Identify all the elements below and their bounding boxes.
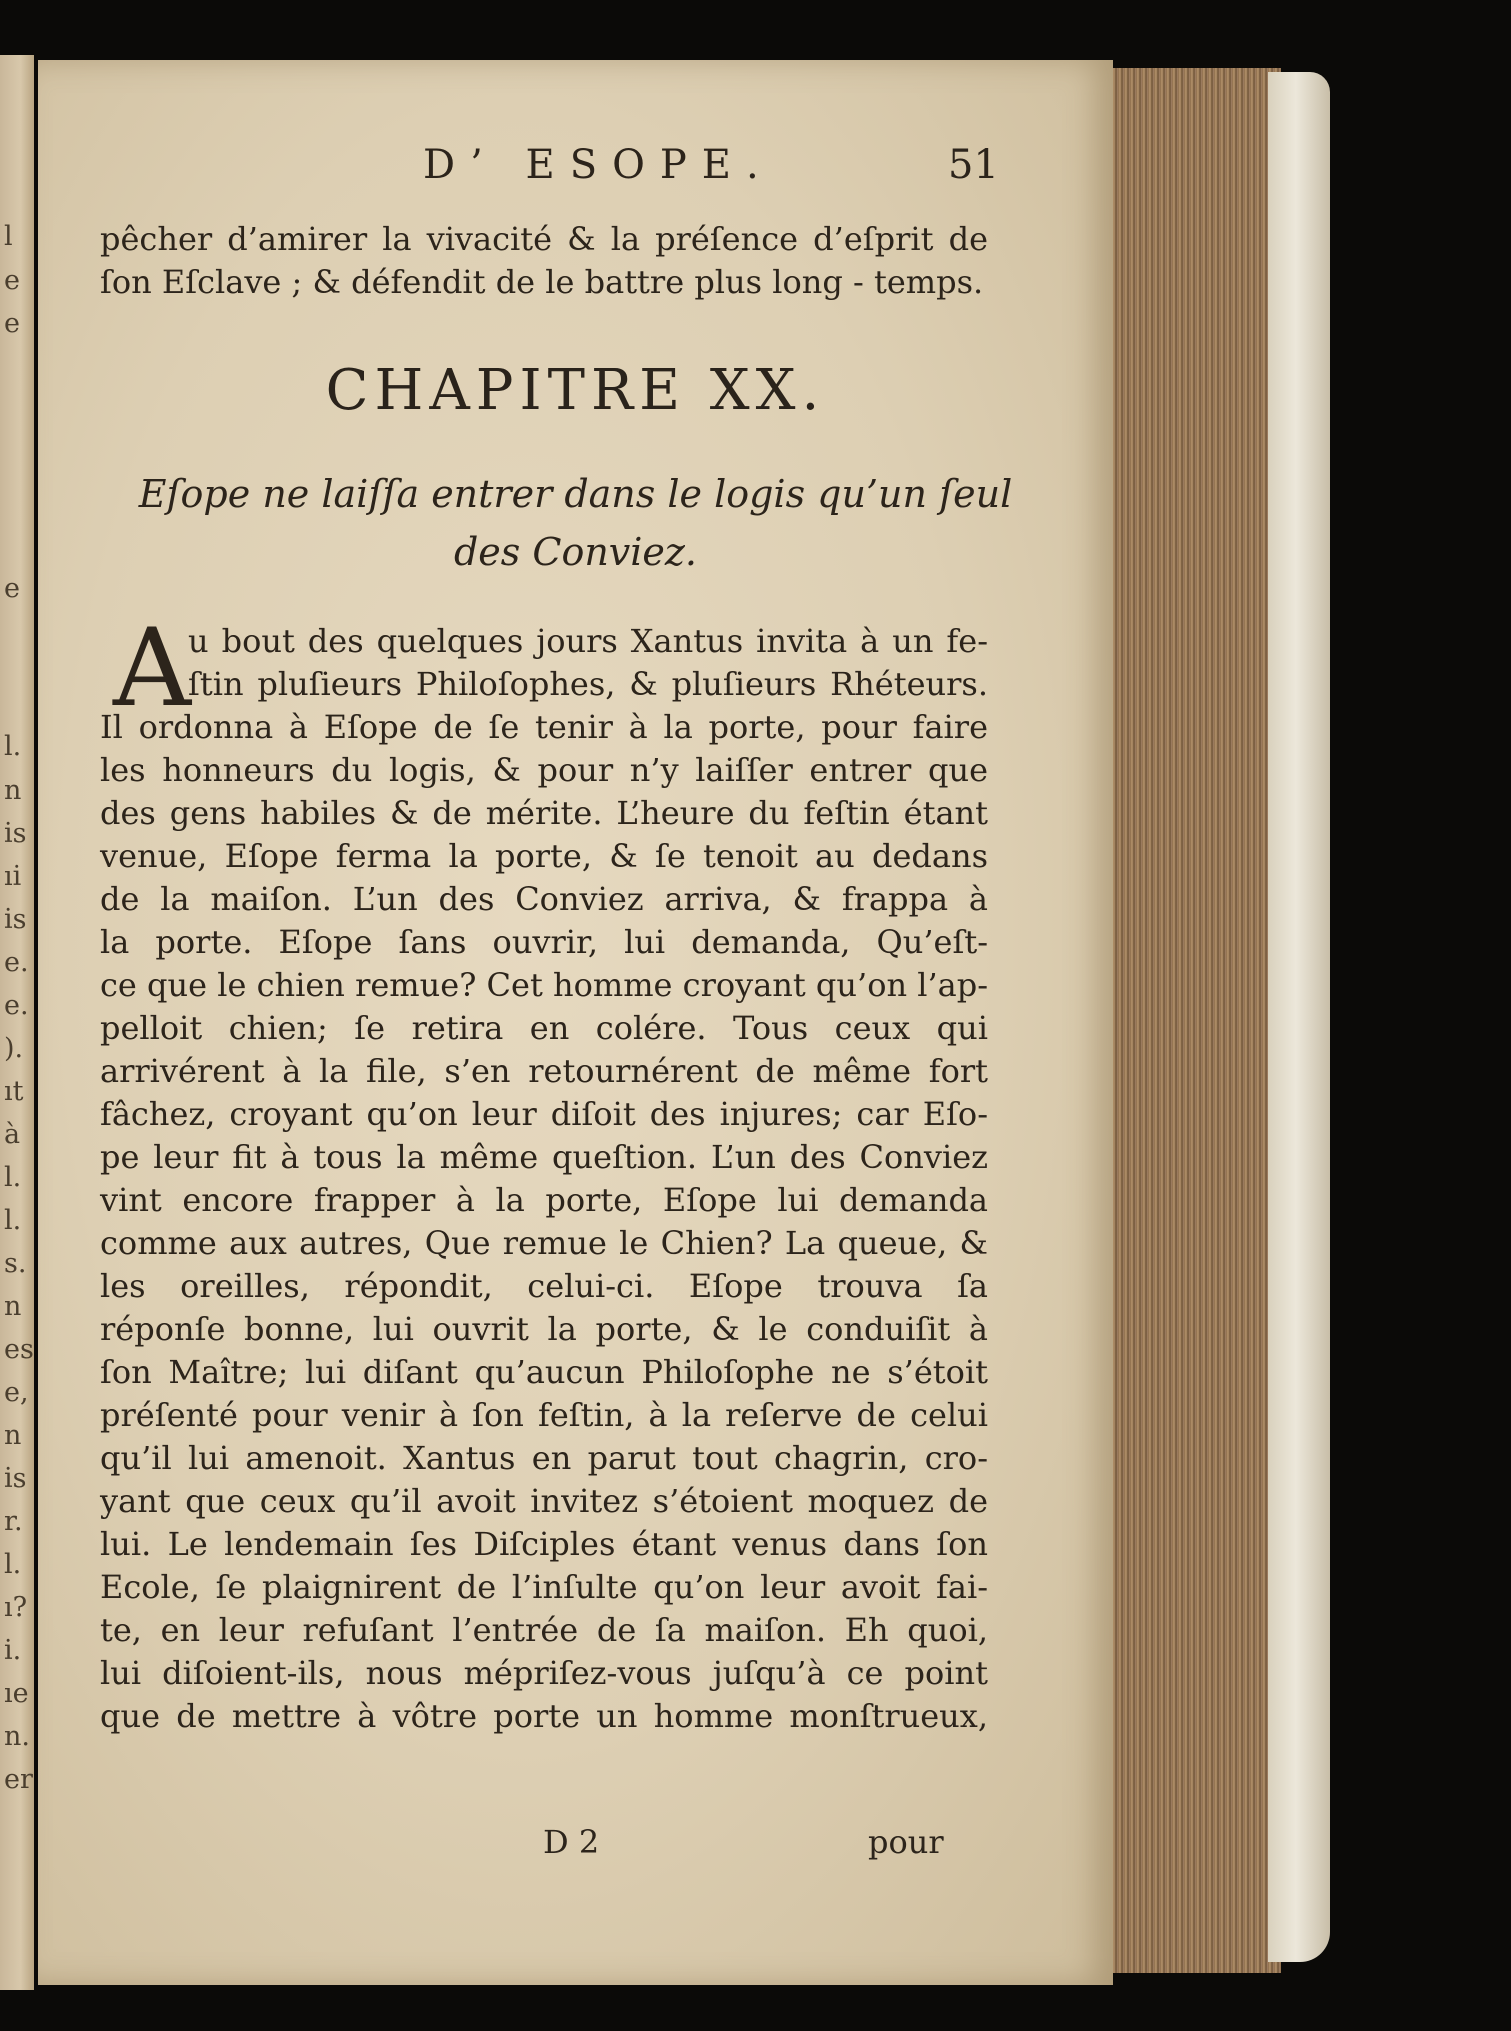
- text-line: ſon Eſclave ; & défendit de le battre plus long - temps.: [100, 263, 984, 301]
- vellum-cover: [1268, 72, 1330, 1962]
- text-line: te, en leur refuſant l’entrée de ſa maiſon. Eh quoi,: [100, 1611, 988, 1649]
- facing-page-fragment: ıe: [4, 1678, 29, 1709]
- facing-page-fragment: e: [4, 308, 20, 339]
- facing-page-fragment: er: [4, 1764, 33, 1795]
- running-head: D’ ESOPE.: [423, 142, 774, 188]
- facing-page-fragment: r.: [4, 1506, 23, 1537]
- text-line: yant que ceux qu’il avoit invitez s’étoient moquez de: [100, 1482, 988, 1520]
- facing-page-fragment: e.: [4, 990, 29, 1021]
- facing-page-fragment: e.: [4, 947, 29, 978]
- page-number: 51: [948, 142, 999, 188]
- chapter-subtitle-line: Eſope ne laiſſa entrer dans le logis qu’un ſeul: [138, 472, 1013, 516]
- facing-page-edge: [0, 55, 34, 1990]
- text-line: Ecole, ſe plaignirent de l’inſulte qu’on leur avoit fai-: [100, 1568, 988, 1606]
- facing-page-fragment: e,: [4, 1377, 29, 1408]
- facing-page-fragment: is: [4, 904, 27, 935]
- text-line: u bout des quelques jours Xantus invita à un fe-: [188, 622, 988, 660]
- book-page: [38, 60, 1113, 1985]
- facing-page-fragment: e: [4, 265, 20, 296]
- book-fore-edge: [1103, 68, 1281, 1973]
- text-line: lui. Le lendemain ſes Diſciples étant venus dans ſon: [100, 1525, 988, 1563]
- text-line: les honneurs du logis, & pour n’y laiſſer entrer que: [100, 751, 988, 789]
- facing-page-fragment: s.: [4, 1248, 27, 1279]
- text-line: comme aux autres, Que remue le Chien? La queue, &: [100, 1224, 988, 1262]
- text-line: ſtin pluſieurs Philoſophes, & pluſieurs Rhéteurs.: [188, 665, 988, 703]
- text-line: qu’il lui amenoit. Xantus en parut tout chagrin, cro-: [100, 1439, 988, 1477]
- facing-page-fragment: es: [4, 1334, 34, 1365]
- facing-page-fragment: n.: [4, 1721, 30, 1752]
- text-line: la porte. Eſope ſans ouvrir, lui demanda, Qu’eſt-: [100, 923, 988, 961]
- text-line: préſenté pour venir à ſon feſtin, à la reſerve de celui: [100, 1396, 988, 1434]
- text-line: pelloit chien; ſe retira en colére. Tous ceux qui: [100, 1009, 988, 1047]
- facing-page-fragment: l.: [4, 1549, 22, 1580]
- facing-page-fragment: e: [4, 573, 20, 604]
- text-line: venue, Eſope ferma la porte, & ſe tenoit au dedans: [100, 837, 988, 875]
- text-line: arrivérent à la file, s’en retournérent de même fort: [100, 1052, 988, 1090]
- signature-mark: D 2: [543, 1823, 600, 1861]
- facing-page-fragment: l.: [4, 1162, 22, 1193]
- text-line: lui diſoient-ils, nous mépriſez-vous juſqu’à ce point: [100, 1654, 988, 1692]
- text-line: réponſe bonne, lui ouvrit la porte, & le conduiſit à: [100, 1310, 988, 1348]
- text-line: les oreilles, répondit, celui-ci. Eſope trouva ſa: [100, 1267, 988, 1305]
- chapter-title: CHAPITRE XX.: [325, 358, 826, 423]
- chapter-subtitle: [38, 465, 1113, 581]
- drop-cap: A: [113, 606, 191, 731]
- text-line: fâchez, croyant qu’on leur diſoit des injures; car Eſo-: [100, 1095, 988, 1133]
- facing-page-fragment: ı?: [4, 1592, 28, 1623]
- text-line: vint encore frapper à la porte, Eſope lui demanda: [100, 1181, 988, 1219]
- facing-page-fragment: is: [4, 818, 27, 849]
- facing-page-fragment: l: [4, 221, 13, 252]
- catchword: pour: [868, 1823, 944, 1861]
- facing-page-fragment: n: [4, 1291, 22, 1322]
- text-line: des gens habiles & de mérite. L’heure du feſtin étant: [100, 794, 988, 832]
- chapter-subtitle-line: des Conviez.: [453, 530, 698, 574]
- text-line: que de mettre à vôtre porte un homme monſtrueux,: [100, 1697, 988, 1735]
- facing-page-fragment: à: [4, 1119, 21, 1150]
- facing-page-fragment: i.: [4, 1635, 22, 1666]
- facing-page-fragment: n: [4, 775, 22, 806]
- text-line: de la maiſon. L’un des Conviez arriva, & frappa à: [100, 880, 988, 918]
- facing-page-fragment: ).: [4, 1033, 24, 1064]
- text-line: Il ordonna à Eſope de ſe tenir à la porte, pour faire: [100, 708, 988, 746]
- facing-page-fragment: n: [4, 1420, 22, 1451]
- facing-page-fragment: l.: [4, 1205, 22, 1236]
- facing-page-fragment: ıi: [4, 861, 22, 892]
- facing-page-fragment: ıt: [4, 1076, 24, 1107]
- text-line: pe leur fit à tous la même queſtion. L’un des Conviez: [100, 1138, 988, 1176]
- text-line: ſon Maître; lui diſant qu’aucun Philoſophe ne s’étoit: [100, 1353, 988, 1391]
- text-line: ce que le chien remue? Cet homme croyant qu’on l’ap-: [100, 966, 989, 1004]
- facing-page-fragment: is: [4, 1463, 27, 1494]
- text-line: pêcher d’amirer la vivacité & la préſence d’eſprit de: [100, 220, 988, 258]
- facing-page-fragment: l.: [4, 731, 22, 762]
